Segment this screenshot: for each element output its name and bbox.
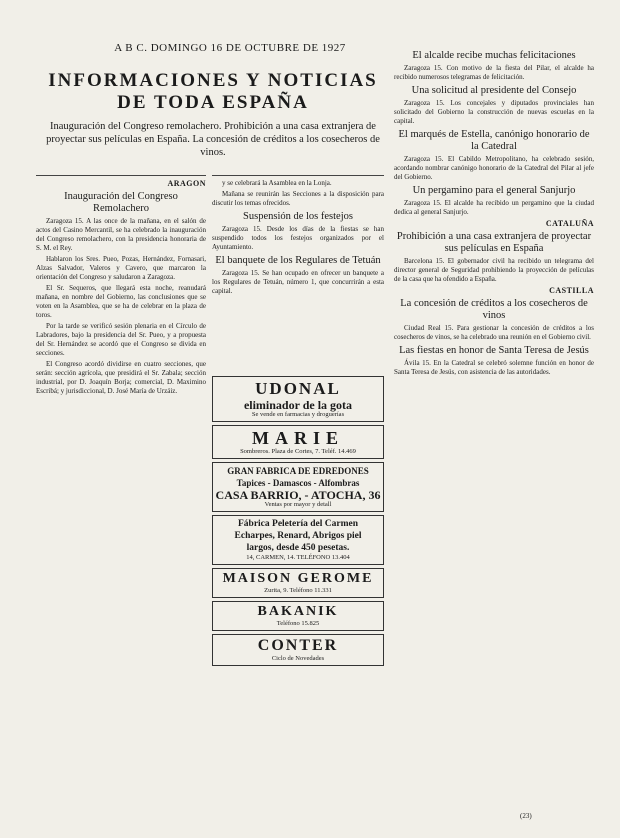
main-headline <box>38 70 388 114</box>
ad-fine-print: Sombreros. Plaza de Cortes, 7. Teléf. 14.469 <box>240 448 356 455</box>
article-paragraph: Ciudad Real 15. Para gestionar la concesión de créditos a los cosecheros de vinos, se ha celebrado una reunión en el Gobierno civil. <box>394 324 594 341</box>
advertisements <box>212 376 384 812</box>
main-headline-line1: INFORMACIONES Y NOTICIAS <box>48 70 378 91</box>
ad-line: CASA BARRIO, - ATOCHA, 36 <box>215 488 381 502</box>
page-number: (23) <box>520 812 532 820</box>
ad-title: GRAN FABRICA DE EDREDONES <box>227 466 369 476</box>
divider <box>36 175 206 176</box>
article-headline: Suspensión de los festejos <box>243 211 353 222</box>
ad-title: UDONAL <box>255 379 341 398</box>
ad-title: BAKANIK <box>257 604 339 619</box>
main-deck: Inauguración del Congreso remolachero. Prohibición a una casa extranjera de proyectar sus películas en España. La concesión de créditos a los cosecheros de vinos. <box>46 121 380 158</box>
ad-line: Tapices - Damascos - Alfombras <box>236 478 360 488</box>
column-1 <box>36 172 206 812</box>
article-paragraph: El Congreso acordó dividirse en cuatro secciones, que serán: sección agrícola, que presidirá el Sr. Zabala; sección industrial, por D. Joaquín Borja; comercial, D. Maximino Escribá; y jurisdiccional, D. José María de Urzáiz. <box>36 360 206 395</box>
article-paragraph: Zaragoza 15. Desde los días de la fiestas se han suspendido todos los festejos organizados por el Ayuntamiento. <box>212 225 384 251</box>
article-paragraph: Zaragoza 15. Con motivo de la fiesta del Pilar, el alcalde ha recibido numerosos telegramas de felicitación. <box>394 64 594 81</box>
article-headline: Inauguración del Congreso Remolachero <box>64 191 178 214</box>
article-paragraph: Zaragoza 15. El alcalde ha recibido un pergamino que la ciudad dedica al general Sanjurjo. <box>394 199 594 216</box>
article-paragraph: El Sr. Sequeros, que llegará esta noche, reanudará mañana, en nombre del Gobierno, las conclusiones que se voten en la Asamblea, que se ha de celebrar en la plaza de toros. <box>36 284 206 319</box>
article-paragraph: Zaragoza 15. Los concejales y diputados provinciales han solicitado del Gobierno la construcción de nuevas escuelas en la capital. <box>394 99 594 125</box>
column-2 <box>212 172 384 372</box>
column-3 <box>394 47 594 817</box>
section-label: ARAGON <box>167 179 206 188</box>
article-headline: El marqués de Estella, canónigo honorario de la Catedral <box>398 129 590 152</box>
ad-fine-print: Teléfono 15.825 <box>276 620 320 627</box>
ad-title: Fábrica Peletería del Carmen <box>237 519 359 529</box>
article-paragraph: y se celebrará la Asamblea en la Lonja. <box>222 179 332 187</box>
ad-title: MARIE <box>252 428 344 448</box>
ad-peleteria <box>212 515 384 565</box>
article-headline: Prohibición a una casa extranjera de proyectar sus películas en España <box>396 231 592 254</box>
ad-line: largos, desde 450 pesetas. <box>246 543 350 553</box>
ad-conter <box>212 634 384 666</box>
ad-maison-gerome <box>212 568 384 598</box>
article-paragraph: Zaragoza 15. A las once de la mañana, en el salón de actos del Casino Mercantil, se ha celebrado la inauguración del Congreso remolachero, con la presidencia honoraria de S. M. el Rey. <box>36 217 206 252</box>
article-headline: La concesión de créditos a los cosecheros de vinos <box>400 298 588 321</box>
article-paragraph: Zaragoza 15. El Cabildo Metropolitano, ha celebrado sesión, acordando nombrar canónigo honorario de la Catedral del Pilar al jefe del Gobierno. <box>394 155 594 181</box>
ad-line: Echarpes, Renard, Abrigos piel <box>234 531 362 541</box>
ad-bakanik <box>212 601 384 631</box>
ad-fine-print: Ciclo de Novedades <box>271 655 325 662</box>
article-paragraph: Por la tarde se verificó sesión plenaria en el Círculo de Labradores, bajo la presidencia del Sr. Pueo, y a propuesta del Sr. Hernández se acordó que el Congreso se divida en secciones. <box>36 322 206 357</box>
article-headline: El banquete de los Regulares de Tetuán <box>215 255 381 266</box>
ad-title: CONTER <box>257 637 339 654</box>
divider <box>212 175 384 176</box>
ad-tagline: eliminador de la gota <box>243 398 353 412</box>
article-paragraph: Ávila 15. En la Catedral se celebró solemne función en honor de Santa Teresa de Jesús, con asistencia de las autoridades. <box>394 359 594 376</box>
article-paragraph: Hablaron los Sres. Pueo, Pozas, Hernández, Fornasari, Alzas Salvador, Valeros y Cavero, que marcaron la orientación del Congreso y saludaron a Zaragoza. <box>36 255 206 281</box>
article-headline: Una solicitud al presidente del Consejo <box>411 85 577 96</box>
article-paragraph: Barcelona 15. El gobernador civil ha recibido un telegrama del director general de Seguridad prohibiendo la proyección de películas de la casa que ha ofendido a España. <box>394 257 594 283</box>
article-headline: El alcalde recibe muchas felicitaciones <box>412 50 576 61</box>
ad-fine-print: 14, CARMEN, 14. TELÉFONO 13.404 <box>246 554 350 561</box>
ad-marie <box>212 425 384 459</box>
ad-fine-print: Ventas por mayor y detall <box>264 501 332 508</box>
ad-udonal <box>212 376 384 422</box>
ad-fine-print: Se vende en farmacias y droguerías <box>251 411 345 418</box>
article-headline: Un pergamino para el general Sanjurjo <box>412 185 576 196</box>
section-label: CASTILLA <box>549 286 594 295</box>
section-label: CATALUÑA <box>545 219 594 228</box>
ad-edredones <box>212 462 384 512</box>
article-paragraph: Mañana se reunirán las Secciones a la disposición para discutir los temas ofrecidos. <box>212 190 384 207</box>
ad-title: MAISON GEROME <box>222 571 374 586</box>
page-header: A B C. DOMINGO 16 DE OCTUBRE DE 1927 <box>114 42 346 54</box>
article-headline: Las fiestas en honor de Santa Teresa de Jesús <box>399 345 589 356</box>
main-headline-line2: DE TODA ESPAÑA <box>117 92 309 113</box>
article-paragraph: Zaragoza 15. Se han ocupado en ofrecer un banquete a los Regulares de Tetuán, número 1, que concurrirán a esta capital. <box>212 269 384 295</box>
ad-fine-print: Zurita, 9. Teléfono 11.331 <box>264 587 332 594</box>
